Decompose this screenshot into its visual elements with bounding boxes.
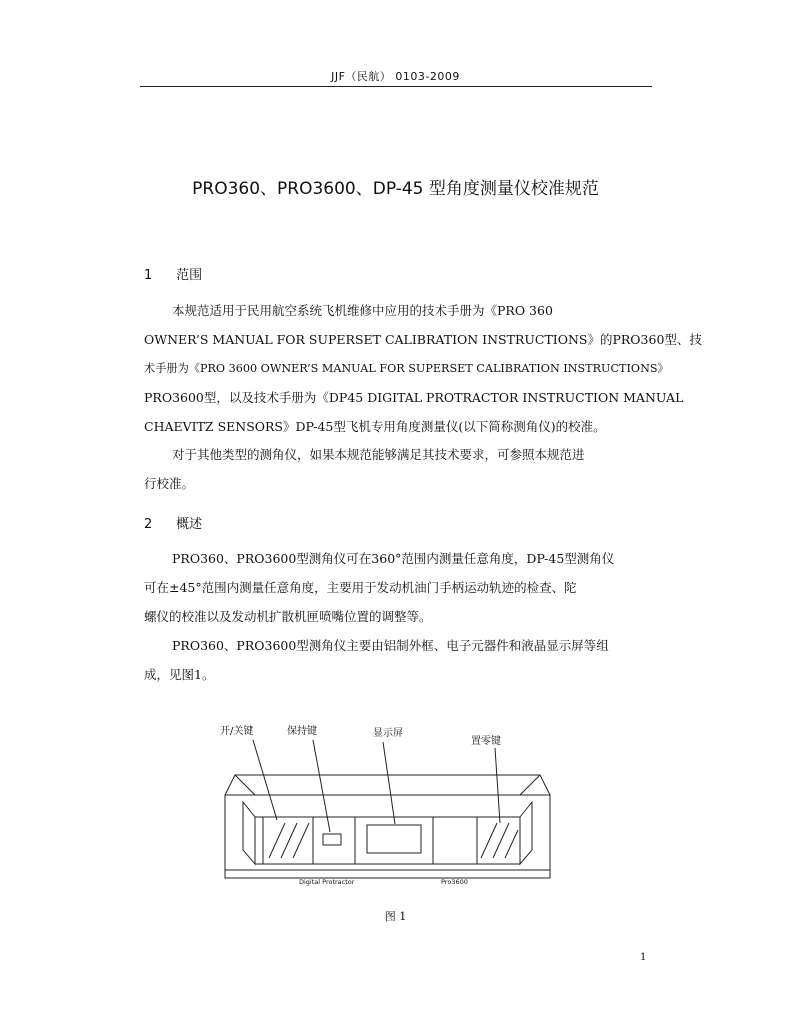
paragraph-composition: [144, 631, 650, 689]
label-hold-key: 保持键: [287, 726, 317, 737]
display-screen-shape: [367, 825, 421, 853]
label-zero-key: 置零键: [471, 736, 501, 747]
text-line: PRO3600型，以及技术手册为《DP45 DIGITAL PROTRACTOR INSTRUCTION MANUAL: [144, 390, 684, 405]
document-title: PRO360、PRO3600、DP-45 型角度测量仪校准规范: [192, 179, 599, 199]
text-line: 行校准。: [144, 476, 195, 491]
paragraph-scope: [144, 296, 702, 441]
section-2-heading: [144, 513, 202, 532]
section-title: 范围: [176, 268, 203, 283]
figure-caption: 图 1: [384, 910, 407, 923]
leader-hold: [313, 740, 330, 832]
leader-zero: [495, 748, 500, 823]
section-number: 1: [144, 268, 153, 283]
protractor-diagram: [215, 720, 560, 890]
leader-power: [253, 740, 277, 820]
text-line: 本规范适用于民用航空系统飞机维修中应用的技术手册为《PRO 360: [172, 303, 553, 318]
paragraph-overview: [144, 544, 650, 631]
header-rule: [140, 86, 652, 87]
text-line: 螺仪的校准以及发动机扩散机匣喷嘴位置的调整等。: [144, 609, 432, 624]
hold-button-shape: [323, 834, 341, 845]
text-line: PRO360、PRO3600型测角仪主要由铝制外框、电子元器件和液晶显示屏等组: [172, 638, 609, 653]
text-line: 对于其他类型的测角仪，如果本规范能够满足其技术要求，可参照本规范进: [172, 447, 585, 462]
text-line: CHAEVITZ SENSORS》DP-45型飞机专用角度测量仪(以下简称测角仪)的校准。: [144, 419, 606, 434]
left-end-cap: [243, 802, 255, 864]
label-display: 显示屏: [373, 728, 403, 739]
page-number: 1: [640, 952, 647, 963]
text-line: 术手册为《PRO 3600 OWNER’S MANUAL FOR SUPERSET CALIBRATION INSTRUCTIONS》: [144, 362, 669, 375]
section-number: 2: [144, 517, 153, 532]
text-line: OWNER’S MANUAL FOR SUPERSET CALIBRATION INSTRUCTIONS》的PRO360型、技: [144, 332, 702, 347]
power-key-area: [263, 817, 313, 864]
figure-protractor: [215, 720, 560, 890]
device-outer-frame: [225, 775, 550, 878]
leader-display: [383, 742, 395, 824]
section-1-heading: [144, 264, 202, 283]
text-line: PRO360、PRO3600型测角仪可在360°范围内测量任意角度，DP-45型测角仪: [172, 551, 615, 566]
brand-text-right: Pro3600: [441, 878, 468, 886]
brand-text-left: Digital Protractor: [299, 878, 355, 886]
running-header: JJF（民航） 0103-2009: [331, 70, 460, 83]
paragraph-other-types: [144, 440, 650, 498]
text-line: 成，见图1。: [144, 667, 215, 682]
text-line: 可在±45°范围内测量任意角度，主要用于发动机油门手柄运动轨迹的检查、陀: [144, 580, 577, 595]
section-title: 概述: [176, 517, 203, 532]
label-power-key: 开/关键: [220, 726, 254, 737]
device-front-panel: [255, 817, 520, 864]
right-end-cap: [520, 802, 532, 864]
